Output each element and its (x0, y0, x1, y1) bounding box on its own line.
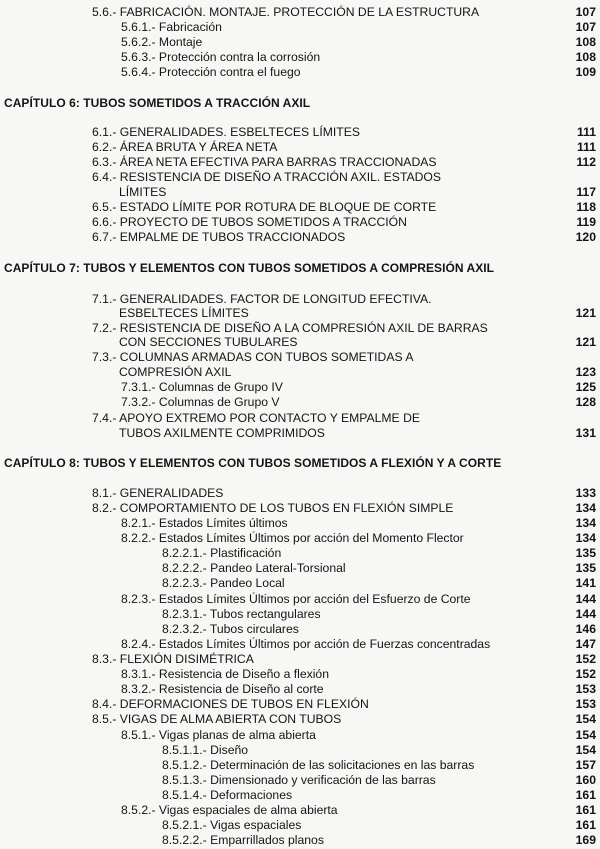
toc-entry-page: 147 (575, 637, 596, 651)
toc-entry-label: 5.6.1.- Fabricación (121, 20, 222, 34)
toc-entry-label: 8.2.3.- Estados Límites Últimos por acción del Esfuerzo de Corte (121, 592, 471, 606)
toc-entry-page: 107 (575, 20, 596, 34)
toc-entry-label: 8.5.1.2.- Determinación de las solicitaciones en las barras (162, 758, 475, 772)
toc-entry-page: 117 (576, 185, 596, 199)
toc-entry-page: 134 (575, 501, 596, 515)
toc-entry-page: 121 (575, 306, 596, 320)
toc-entry-label: 8.5.2.2.- Emparrillados planos (162, 833, 324, 847)
toc-entry-page: 108 (575, 35, 596, 49)
toc-entry-label: 7.4.- APOYO EXTREMO POR CONTACTO Y EMPALME DE (92, 411, 421, 425)
toc-entry-page: 123 (575, 365, 596, 379)
toc-entry-page: 135 (575, 546, 596, 560)
toc-entry-label: 8.5.1.1.- Diseño (162, 743, 249, 757)
toc-entry-label: 8.4.- DEFORMACIONES DE TUBOS EN FLEXIÓN (92, 697, 369, 711)
toc-entry-label: 6.1.- GENERALIDADES. ESBELTECES LÍMITES (92, 125, 360, 139)
toc-entry-label: 6.4.- RESISTENCIA DE DISEÑO A TRACCIÓN AXIL. ESTADOS (92, 170, 442, 184)
toc-entry-page: 111 (577, 125, 596, 139)
toc-entry-label: 8.2.2.- Estados Límites Últimos por acción del Momento Flector (121, 531, 464, 545)
toc-entry-page: 153 (575, 682, 596, 696)
toc-entry-label: 6.2.- ÁREA BRUTA Y ÁREA NETA (92, 140, 278, 154)
toc-entry-page: 135 (575, 561, 596, 575)
toc-entry-page: 134 (575, 531, 596, 545)
toc-entry-page: 157 (575, 758, 596, 772)
toc-entry-page: 144 (575, 592, 596, 606)
toc-entry-page: 146 (575, 622, 596, 636)
toc-entry-label: 5.6.2.- Montaje (121, 35, 203, 49)
toc-entry-label: 5.6.4.- Protección contra el fuego (121, 65, 301, 79)
toc-entry-page: 169 (575, 833, 596, 847)
toc-entry-page: 144 (575, 607, 596, 621)
toc-entry-label: LÍMITES (119, 185, 167, 199)
toc-entry-label: 8.2.2.2.- Pandeo Lateral-Torsional (162, 561, 346, 575)
toc-entry-label: 5.6.- FABRICACIÓN. MONTAJE. PROTECCIÓN DE LA ESTRUCTURA (92, 5, 480, 19)
toc-entry-page: 112 (576, 155, 596, 169)
toc-entry-label: 6.3.- ÁREA NETA EFECTIVA PARA BARRAS TRACCIONADAS (92, 155, 437, 169)
toc-entry-label: 7.3.1.- Columnas de Grupo IV (121, 380, 283, 394)
toc-entry-label: 8.5.- VIGAS DE ALMA ABIERTA CON TUBOS (92, 712, 342, 726)
toc-entry-page: 161 (575, 818, 596, 832)
toc-entry-page: 152 (575, 652, 596, 666)
toc-entry-page: 160 (575, 773, 596, 787)
toc-entry-label: 6.5.- ESTADO LÍMITE POR ROTURA DE BLOQUE DE CORTE (92, 200, 437, 214)
toc-entry-label: COMPRESIÓN AXIL (119, 365, 232, 379)
toc-entry-page: 109 (575, 65, 596, 79)
toc-entry-label: ESBELTECES LÍMITES (119, 306, 249, 320)
toc-entry-label: 8.1.- GENERALIDADES (92, 486, 224, 500)
toc-entry-page: 118 (576, 200, 596, 214)
toc-entry-label: 7.3.2.- Columnas de Grupo V (121, 395, 280, 409)
toc-entry-page: 141 (575, 576, 596, 590)
toc-entry-label: 8.2.2.1.- Plastificación (162, 546, 282, 560)
toc-entry-page: 121 (575, 335, 596, 349)
toc-entry-label: 8.2.- COMPORTAMIENTO DE LOS TUBOS EN FLEXIÓN SIMPLE (92, 501, 454, 515)
toc-entry-page: 134 (575, 516, 596, 530)
toc-entry-label: 8.5.2.1.- Vigas espaciales (162, 818, 302, 832)
toc-entry-label: CON SECCIONES TUBULARES (119, 335, 298, 349)
chapter-8-heading: CAPÍTULO 8: TUBOS Y ELEMENTOS CON TUBOS SOMETIDOS A FLEXIÓN Y A CORTE (4, 456, 502, 470)
toc-entry-label: 8.2.1.- Estados Límites últimos (121, 516, 288, 530)
toc-entry-label: 8.2.4.- Estados Límites Últimos por acción de Fuerzas concentradas (121, 637, 491, 651)
toc-entry-page: 154 (575, 712, 596, 726)
chapter-7-heading: CAPÍTULO 7: TUBOS Y ELEMENTOS CON TUBOS SOMETIDOS A COMPRESIÓN AXIL (4, 261, 495, 275)
toc-entry-label: 8.2.2.3.- Pandeo Local (162, 576, 285, 590)
toc-entry-label: 6.6.- PROYECTO DE TUBOS SOMETIDOS A TRACCIÓN (92, 215, 407, 229)
toc-entry-label: 8.2.3.1.- Tubos rectangulares (162, 607, 321, 621)
toc-entry-page: 111 (577, 140, 596, 154)
toc-entry-label: TUBOS AXILMENTE COMPRIMIDOS (119, 426, 325, 440)
toc-entry-page: 107 (575, 5, 596, 19)
toc-entry-page: 128 (575, 395, 596, 409)
toc-entry-page: 108 (575, 50, 596, 64)
toc-entry-page: 153 (575, 697, 596, 711)
toc-entry-page: 152 (575, 667, 596, 681)
toc-entry-page: 161 (575, 788, 596, 802)
toc-entry-label: 8.3.1.- Resistencia de Diseño a flexión (121, 667, 329, 681)
toc-entry-page: 131 (575, 426, 596, 440)
toc-entry-label: 8.3.2.- Resistencia de Diseño al corte (121, 682, 324, 696)
toc-entry-label: 8.5.1.4.- Deformaciones (162, 788, 293, 802)
toc-entry-label: 8.5.1.- Vigas planas de alma abierta (121, 728, 316, 742)
toc-entry-page: 154 (575, 743, 596, 757)
toc-entry-page: 133 (575, 486, 596, 500)
toc-entry-page: 125 (575, 380, 596, 394)
toc-entry-label: 8.3.- FLEXIÓN DISIMÉTRICA (92, 652, 254, 666)
toc-entry-label: 7.3.- COLUMNAS ARMADAS CON TUBOS SOMETIDAS A (92, 350, 414, 364)
toc-entry-label: 5.6.3.- Protección contra la corrosión (121, 50, 321, 64)
toc-entry-label: 7.1.- GENERALIDADES. FACTOR DE LONGITUD EFECTIVA. (92, 292, 432, 306)
toc-entry-label: 8.5.1.3.- Dimensionado y verificación de las barras (162, 773, 436, 787)
toc-entry-page: 161 (575, 803, 596, 817)
toc-entry-label: 8.2.3.2.- Tubos circulares (162, 622, 299, 636)
toc-entry-page: 119 (576, 215, 596, 229)
toc-entry-page: 120 (575, 230, 596, 244)
toc-entry-label: 8.5.2.- Vigas espaciales de alma abierta (121, 803, 338, 817)
toc-entry-label: 6.7.- EMPALME DE TUBOS TRACCIONADOS (92, 230, 346, 244)
toc-entry-label: 7.2.- RESISTENCIA DE DISEÑO A LA COMPRESIÓN AXIL DE BARRAS (92, 321, 488, 335)
chapter-6-heading: CAPÍTULO 6: TUBOS SOMETIDOS A TRACCIÓN AXIL (4, 96, 311, 110)
toc-entry-page: 154 (575, 728, 596, 742)
